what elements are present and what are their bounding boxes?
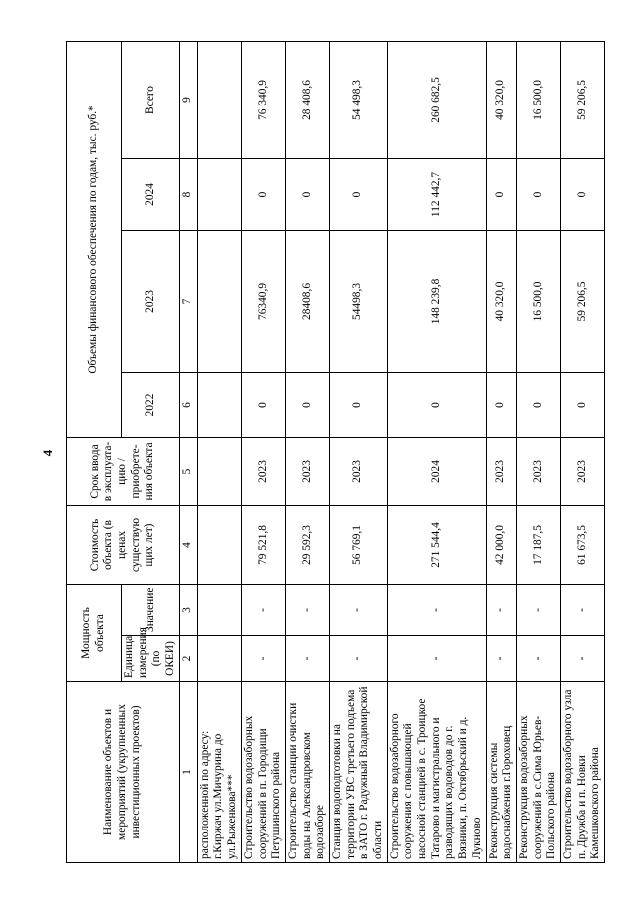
funding-2024-cell: [197, 158, 241, 230]
column-index: 5: [179, 437, 197, 505]
funding-2024-cell: 0: [516, 158, 560, 230]
term-cell: 2023: [486, 437, 516, 505]
header-capacity: Мощность объекта: [67, 584, 122, 681]
funding-2022-cell: [197, 372, 241, 437]
term-cell: 2023: [329, 437, 387, 505]
header-term: Срок ввода в эксплуата-цию / приобрете-ния объекта: [67, 437, 180, 505]
funding-2022-cell: 0: [560, 372, 604, 437]
header-name: Наименование объектов и мероприятий (укрупненных инвестиционных проектов): [67, 682, 180, 863]
object-name-cell: Строительство водозаборного сооружения с повышающей насосной станцией в с. Троицкое Татарово и магистрального и разводящих водоводов до г. Вязники, п. Октябрьский и д. Лукново: [387, 682, 486, 863]
funding-2023-cell: 54498,3: [329, 230, 387, 372]
object-name-cell: Станция водоподготовки на территории УВС третьего подъема в ЗАТО г. Радужный Владимирской области: [329, 682, 387, 863]
object-name-cell: Реконструкция системы водоснабжения г.Гороховец: [486, 682, 516, 863]
object-name-cell: Строительство водозаборного узла п. Дружба и п. Новки Камешковского района: [560, 682, 604, 863]
table-row: [241, 41, 285, 862]
rotated-table-container: [66, 42, 600, 863]
funding-total-cell: 54 498,3: [329, 41, 387, 158]
value-cell: -: [241, 584, 285, 635]
funding-total-cell: 40 320,0: [486, 41, 516, 158]
header-2024: 2024: [122, 158, 180, 230]
unit-cell: [197, 636, 241, 682]
term-cell: 2023: [285, 437, 329, 505]
cost-cell: 17 187,5: [516, 505, 560, 584]
table-row: [285, 41, 329, 862]
value-cell: -: [560, 584, 604, 635]
funding-2023-cell: 148 239,8: [387, 230, 486, 372]
funding-2023-cell: 59 206,5: [560, 230, 604, 372]
unit-cell: -: [486, 636, 516, 682]
header-funding: Объемы финансового обеспечения по годам, тыс. руб.*: [67, 41, 122, 437]
funding-2022-cell: 0: [285, 372, 329, 437]
cost-cell: 29 592,3: [285, 505, 329, 584]
header-cost: Стоимость объекта (в ценах существую щих лет): [67, 505, 180, 584]
funding-2023-cell: 16 500,0: [516, 230, 560, 372]
funding-2024-cell: 112 442,7: [387, 158, 486, 230]
table-row: [329, 41, 387, 862]
value-cell: -: [387, 584, 486, 635]
value-cell: -: [285, 584, 329, 635]
funding-total-cell: 28 408,6: [285, 41, 329, 158]
funding-2022-cell: 0: [387, 372, 486, 437]
value-cell: [197, 584, 241, 635]
column-index: 3: [179, 584, 197, 635]
funding-2022-cell: 0: [329, 372, 387, 437]
funding-2024-cell: 0: [329, 158, 387, 230]
investment-table: [66, 41, 605, 863]
column-index: 4: [179, 505, 197, 584]
column-index: 6: [179, 372, 197, 437]
term-cell: 2024: [387, 437, 486, 505]
page-number: 4: [40, 449, 55, 457]
unit-cell: -: [241, 636, 285, 682]
unit-cell: -: [285, 636, 329, 682]
object-name-cell: расположенной по адресу: г.Киржач ул.Мичурина до ул.Рыженкова***: [197, 682, 241, 863]
funding-2022-cell: 0: [241, 372, 285, 437]
term-cell: 2023: [241, 437, 285, 505]
cost-cell: 79 521,8: [241, 505, 285, 584]
funding-total-cell: 59 206,5: [560, 41, 604, 158]
unit-cell: -: [329, 636, 387, 682]
cost-cell: 56 769,1: [329, 505, 387, 584]
funding-total-cell: [197, 41, 241, 158]
object-name-cell: Реконструкция водозаборных сооружений в с.Сима Юрьев-Польского района: [516, 682, 560, 863]
table-row: [387, 41, 486, 862]
header-value: Значение: [122, 584, 180, 635]
column-index: 2: [179, 636, 197, 682]
funding-2024-cell: 0: [241, 158, 285, 230]
table-row: [516, 41, 560, 862]
header-unit: Единица измерения (по ОКЕИ): [122, 636, 180, 682]
funding-2022-cell: 0: [486, 372, 516, 437]
header-2023: 2023: [122, 230, 180, 372]
value-cell: -: [329, 584, 387, 635]
funding-2023-cell: [197, 230, 241, 372]
cost-cell: 61 673,5: [560, 505, 604, 584]
funding-total-cell: 76 340,9: [241, 41, 285, 158]
funding-2024-cell: 0: [486, 158, 516, 230]
unit-cell: -: [516, 636, 560, 682]
unit-cell: -: [560, 636, 604, 682]
funding-2024-cell: 0: [285, 158, 329, 230]
value-cell: -: [516, 584, 560, 635]
funding-total-cell: 260 682,5: [387, 41, 486, 158]
cost-cell: 42 000,0: [486, 505, 516, 584]
object-name-cell: Строительство станции очистки воды на Александровском водозаборе: [285, 682, 329, 863]
column-index: 9: [179, 41, 197, 158]
funding-2024-cell: 0: [560, 158, 604, 230]
term-cell: 2023: [516, 437, 560, 505]
table-row: [560, 41, 604, 862]
term-cell: 2023: [560, 437, 604, 505]
object-name-cell: Строительство водозаборных сооружений в п. Городищи Петушинского района: [241, 682, 285, 863]
funding-2023-cell: 40 320,0: [486, 230, 516, 372]
table-row: [486, 41, 516, 862]
column-index-row: [179, 41, 197, 862]
cost-cell: [197, 505, 241, 584]
funding-2023-cell: 76340,9: [241, 230, 285, 372]
column-index: 8: [179, 158, 197, 230]
unit-cell: -: [387, 636, 486, 682]
funding-2022-cell: 0: [516, 372, 560, 437]
column-index: 7: [179, 230, 197, 372]
column-index: 1: [179, 682, 197, 863]
header-2022: 2022: [122, 372, 180, 437]
header-total: Всего: [122, 41, 180, 158]
term-cell: [197, 437, 241, 505]
funding-2023-cell: 28408,6: [285, 230, 329, 372]
funding-total-cell: 16 500,0: [516, 41, 560, 158]
cost-cell: 271 544,4: [387, 505, 486, 584]
value-cell: -: [486, 584, 516, 635]
table-row: [197, 41, 241, 862]
